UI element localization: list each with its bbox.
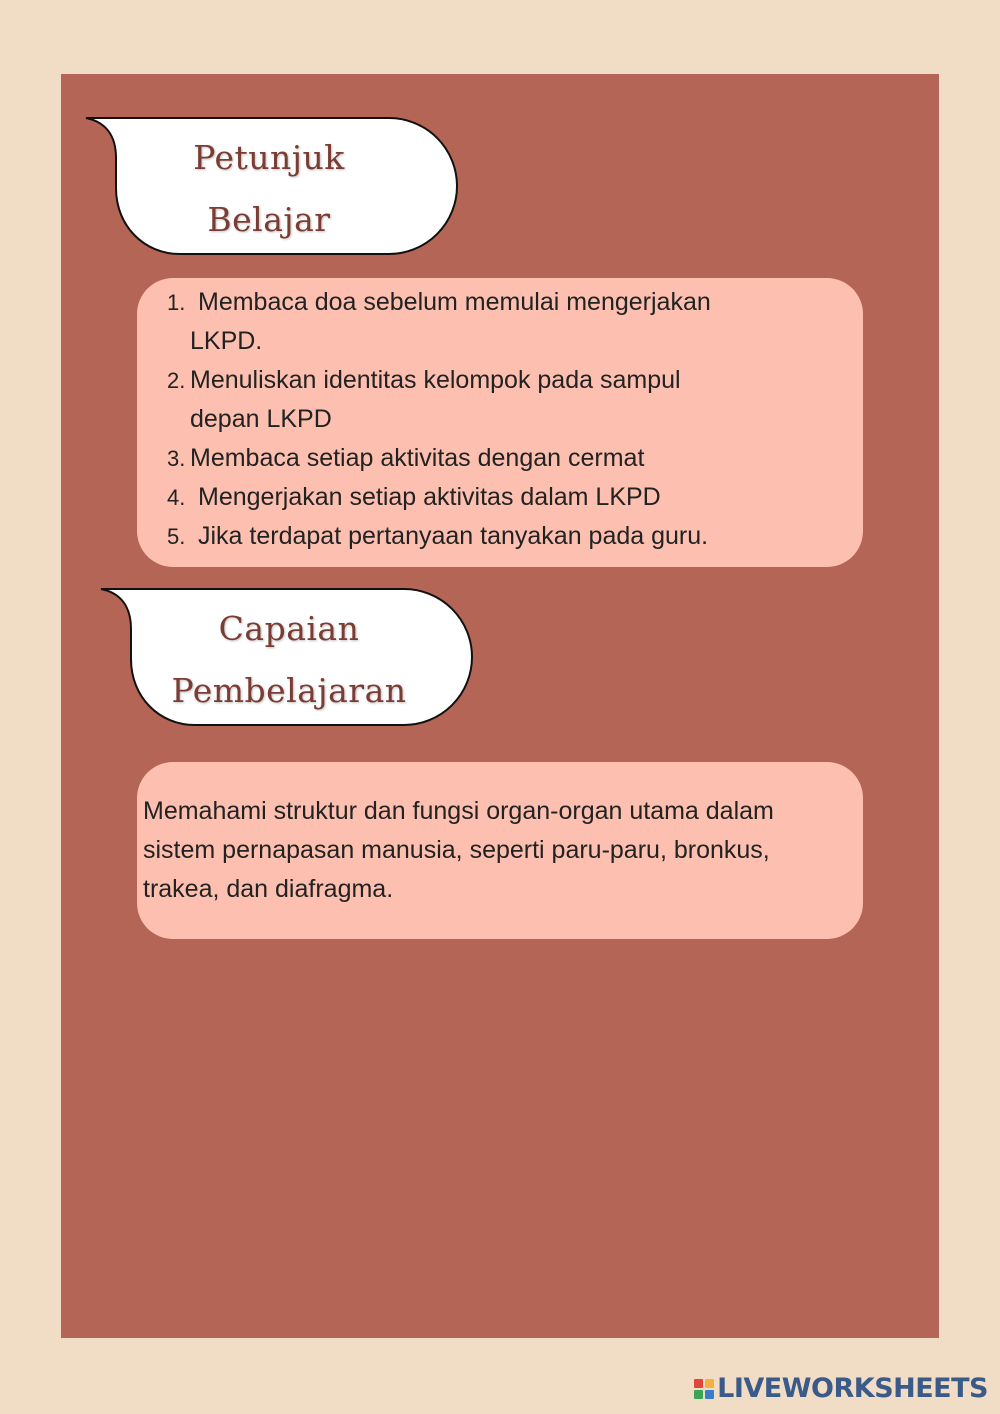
logo-text: LIVEWORKSHEETS xyxy=(717,1373,988,1404)
step-text: Mengerjakan setiap aktivitas dalam LKPD xyxy=(198,483,661,511)
step-number: 1. xyxy=(167,290,186,315)
list-item xyxy=(137,400,863,439)
step-text: Jika terdapat pertanyaan tanyakan pada guru. xyxy=(198,522,709,550)
list-item xyxy=(137,517,863,556)
step-text: Membaca doa sebelum memulai mengerjakan xyxy=(198,288,711,316)
step-number: 5. xyxy=(167,524,186,549)
step-number: 3. xyxy=(167,446,186,471)
step-number: 4. xyxy=(167,485,186,510)
list-item xyxy=(137,322,863,361)
capaian-description: Memahami struktur dan fungsi organ-organ utama dalam sistem pernapasan manusia, seperti paru-paru, bronkus, trakea, dan diafragma. xyxy=(143,797,774,903)
step-text: Menuliskan identitas kelompok pada sampul xyxy=(190,366,681,394)
petunjuk-title-line2: Belajar xyxy=(207,200,331,239)
capaian-title-line1: Capaian xyxy=(218,609,360,648)
list-item xyxy=(137,439,863,478)
steps-list xyxy=(137,283,863,556)
step-number: 2. xyxy=(167,368,186,393)
list-item xyxy=(137,283,863,322)
liveworksheets-logo xyxy=(694,1373,988,1404)
logo-blocks-icon xyxy=(694,1379,714,1399)
petunjuk-title-line1: Petunjuk xyxy=(193,138,345,177)
capaian-pembelajaran-bubble xyxy=(99,587,475,729)
list-item xyxy=(137,361,863,400)
capaian-title-line2: Pembelajaran xyxy=(171,671,407,710)
petunjuk-steps-box xyxy=(137,278,863,567)
petunjuk-belajar-bubble xyxy=(84,116,460,258)
step-text: LKPD. xyxy=(190,327,263,355)
step-text: Membaca setiap aktivitas dengan cermat xyxy=(190,444,645,472)
list-item xyxy=(137,478,863,517)
capaian-text-box xyxy=(137,762,863,939)
step-text: depan LKPD xyxy=(190,405,332,433)
